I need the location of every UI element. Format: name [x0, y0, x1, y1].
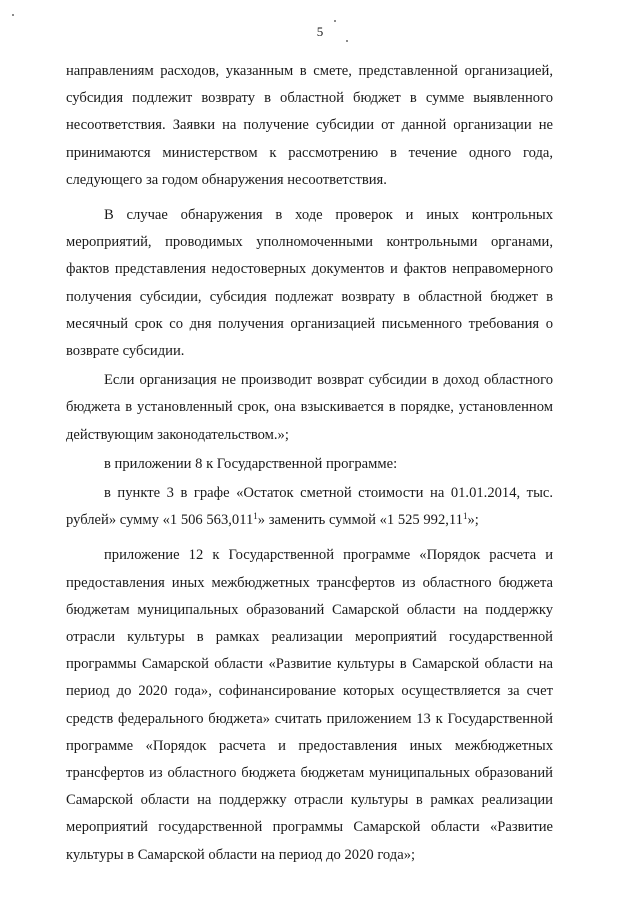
amendment-text-before: в пункте 3 в графе «Остаток сметной стоимости на 01.01.2014, тыс. рублей» сумму «1 506 563,011 — [66, 485, 553, 529]
amendment-text-middle: » заменить суммой «1 525 992,11 — [257, 512, 463, 529]
paragraph-amount-replacement — [66, 480, 553, 534]
paragraph-appendix-8-intro: в приложении 8 к Государственной программе: — [104, 455, 398, 472]
paragraph-appendix-12-renumber: приложение 12 к Государственной программе «Порядок расчета и предоставления иных межбюджетных трансфертов из областного бюджета бюджетам муниципальных образований Самарской области на поддержку отрасли культуры в рамках реализации мероприятий государственной программы Самарской области «Развитие культуры в Самарской области на период до 2020 года», софинансирование которых осуществляется за счет средств федерального бюджета» считать приложением 13 к Государственной программе «Порядок расчета и предоставления иных межбюджетных трансфертов из областного бюджета бюджетам муниципальных образований Самарской области на поддержку отрасли культуры в рамках реализации мероприятий государственной программы Самарской области «Развитие культуры в Самарской области на период до 2020 года»; — [66, 547, 553, 863]
scan-speck — [346, 40, 348, 42]
page-number: 5 — [316, 24, 324, 39]
paragraph-refund-recovery: Если организация не производит возврат субсидии в доход областного бюджета в установленный срок, она взыскивается в порядке, установленном действующим законодательством.»; — [66, 372, 553, 443]
paragraph-inspection-violations: В случае обнаружения в ходе проверок и иных контрольных мероприятий, проводимых уполномоченными контрольными органами, фактов представления недостоверных документов и фактов неправомерного получения субсидии, субсидия подлежат возврату в областной бюджет в месячный срок со дня получения организацией письменного требования о возврате субсидии. — [66, 207, 553, 360]
footnote-marker: 1 — [253, 511, 258, 522]
scan-speck — [334, 20, 336, 22]
amendment-text-after: »; — [467, 512, 479, 529]
document-body — [66, 58, 553, 869]
footnote-marker: 1 — [462, 511, 468, 522]
scan-speck — [12, 14, 14, 16]
paragraph-continuation: направлениям расходов, указанным в смете, представленной организацией, субсидия подлежит возврату в областной бюджет в сумме выявленного несоответствия. Заявки на получение субсидии от данной организации не принимаются министерством к рассмотрению в течение одного года, следующего за годом обнаружения несоответствия. — [66, 63, 553, 188]
